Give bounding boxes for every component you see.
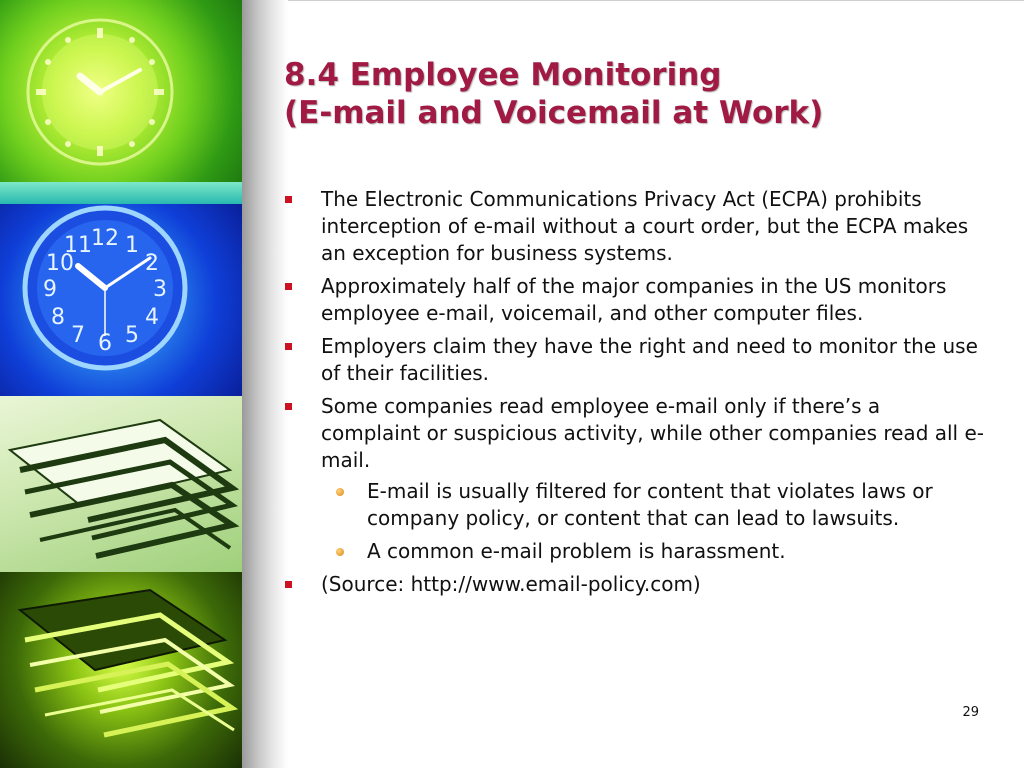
svg-text:1: 1	[125, 233, 139, 258]
bullet-item	[284, 393, 984, 565]
svg-text:6: 6	[98, 331, 112, 356]
svg-text:7: 7	[71, 323, 85, 348]
green-clock-face-icon	[28, 20, 172, 164]
bullet-text: Employers claim they have the right and need to monitor the use of their facilities.	[321, 334, 978, 385]
orange-dot-icon	[336, 488, 344, 496]
red-square-icon	[285, 343, 292, 350]
svg-text:11: 11	[64, 233, 92, 258]
svg-text:9: 9	[43, 277, 57, 302]
slide-title-line-2: (E-mail and Voicemail at Work)	[284, 95, 824, 131]
bullet-item	[284, 273, 984, 327]
svg-text:4: 4	[145, 305, 159, 330]
top-rule	[288, 0, 1024, 1]
svg-text:5: 5	[125, 323, 139, 348]
bullet-list	[284, 186, 984, 604]
red-square-icon	[285, 283, 292, 290]
orange-dot-icon	[336, 548, 344, 556]
svg-text:8: 8	[51, 305, 65, 330]
sub-bullet-list	[321, 478, 984, 565]
red-square-icon	[285, 403, 292, 410]
sub-bullet-item	[321, 538, 984, 565]
sub-bullet-item	[321, 478, 984, 532]
red-square-icon	[285, 196, 292, 203]
divider-shadow	[242, 0, 288, 768]
slide-title-line-1: 8.4 Employee Monitoring	[284, 57, 722, 93]
red-square-icon	[285, 581, 292, 588]
bullet-text: The Electronic Communications Privacy Act (ECPA) prohibits interception of e-mail without a court order, but the ECPA makes an exception for business systems.	[321, 187, 969, 265]
stacked-books-icon	[10, 420, 232, 556]
bullet-text: Some companies read employee e-mail only if there’s a complaint or suspicious activity, while other companies read all e-mail.	[321, 394, 984, 472]
decorative-image-strip	[0, 0, 242, 768]
blue-clock-face-icon	[25, 208, 185, 368]
svg-text:2: 2	[145, 251, 159, 276]
bullet-item-source	[284, 571, 984, 598]
slide-number: 29	[962, 705, 979, 720]
source-text: (Source: http://www.email-policy.com)	[321, 572, 701, 596]
bullet-item	[284, 186, 984, 267]
sub-bullet-text: E-mail is usually filtered for content that violates laws or company policy, or content that can lead to lawsuits.	[367, 479, 933, 530]
svg-text:12: 12	[91, 226, 119, 251]
sub-bullet-text: A common e-mail problem is harassment.	[367, 539, 786, 563]
slide-title	[284, 56, 1004, 132]
svg-text:3: 3	[153, 277, 167, 302]
image-strip-artwork	[0, 0, 242, 768]
bullet-text: Approximately half of the major companies in the US monitors employee e-mail, voicemail, and other computer files.	[321, 274, 947, 325]
bullet-item	[284, 333, 984, 387]
dark-books-icon	[20, 590, 234, 735]
svg-text:10: 10	[46, 251, 74, 276]
